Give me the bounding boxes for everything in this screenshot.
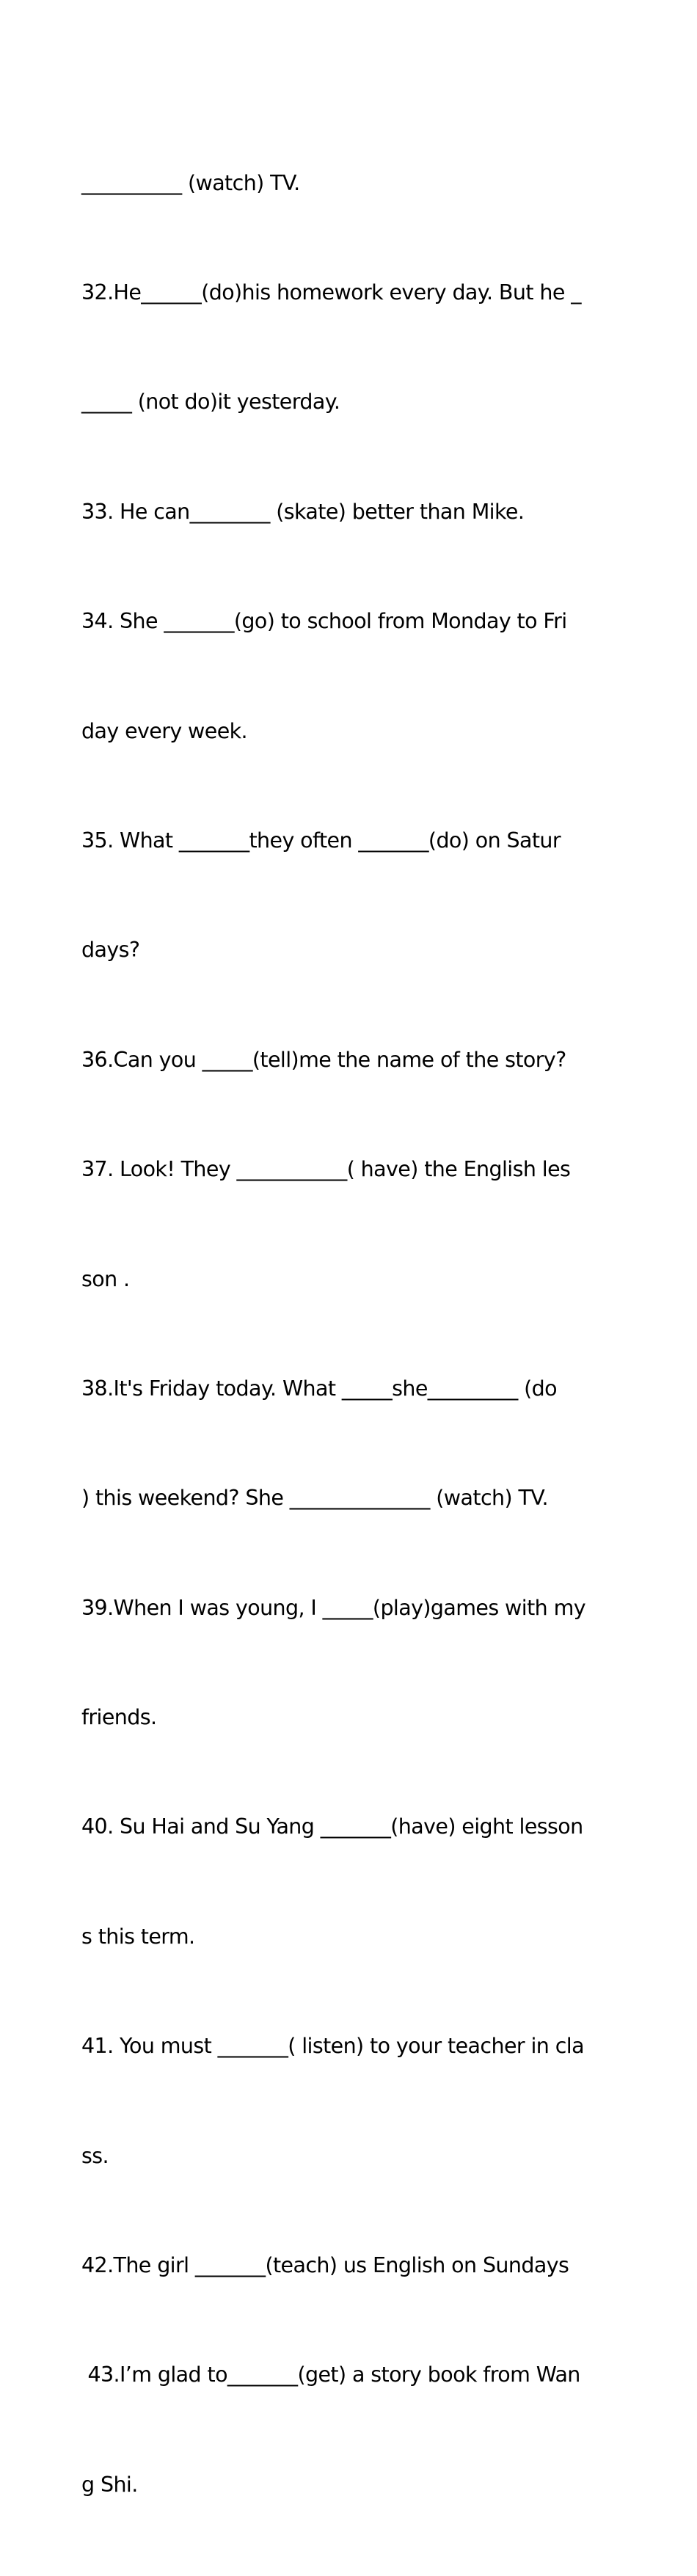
line-38: 38.It's Friday today. What _____she_________ (do (81, 1376, 557, 1401)
line-34-continuation: day every week. (81, 718, 247, 743)
line-37-continuation: son . (81, 1266, 130, 1291)
line-31-continuation: __________ (watch) TV. (81, 170, 300, 195)
line-39: 39.When I was young, I _____(play)games with my (81, 1595, 586, 1620)
exercise-text-block (81, 92, 624, 2576)
line-43: 43.I’m glad to_______(get) a story book from Wan (81, 2362, 580, 2387)
line-33: 33. He can________ (skate) better than Mike. (81, 499, 525, 524)
line-37: 37. Look! They ___________( have) the English les (81, 1157, 571, 1182)
line-41: 41. You must _______( listen) to your teacher in cla (81, 2034, 584, 2059)
line-43-continuation: g Shi. (81, 2472, 138, 2497)
line-38-continuation: ) this weekend? She ______________ (watch) TV. (81, 1486, 548, 1511)
line-34: 34. She _______(go) to school from Monday to Fri (81, 609, 567, 634)
line-39-continuation: friends. (81, 1705, 157, 1730)
line-41-continuation: ss. (81, 2143, 109, 2168)
line-42: 42.The girl _______(teach) us English on Sundays (81, 2253, 569, 2278)
line-36: 36.Can you _____(tell)me the name of the story? (81, 1047, 566, 1072)
line-35: 35. What _______they often _______(do) on Satur (81, 828, 561, 853)
line-40: 40. Su Hai and Su Yang _______(have) eight lesson (81, 1814, 583, 1839)
line-32-continuation: _____ (not do)it yesterday. (81, 390, 340, 415)
line-32: 32.He______(do)his homework every day. But he _ (81, 280, 581, 304)
line-40-continuation: s this term. (81, 1924, 195, 1949)
line-35-continuation: days? (81, 938, 140, 963)
